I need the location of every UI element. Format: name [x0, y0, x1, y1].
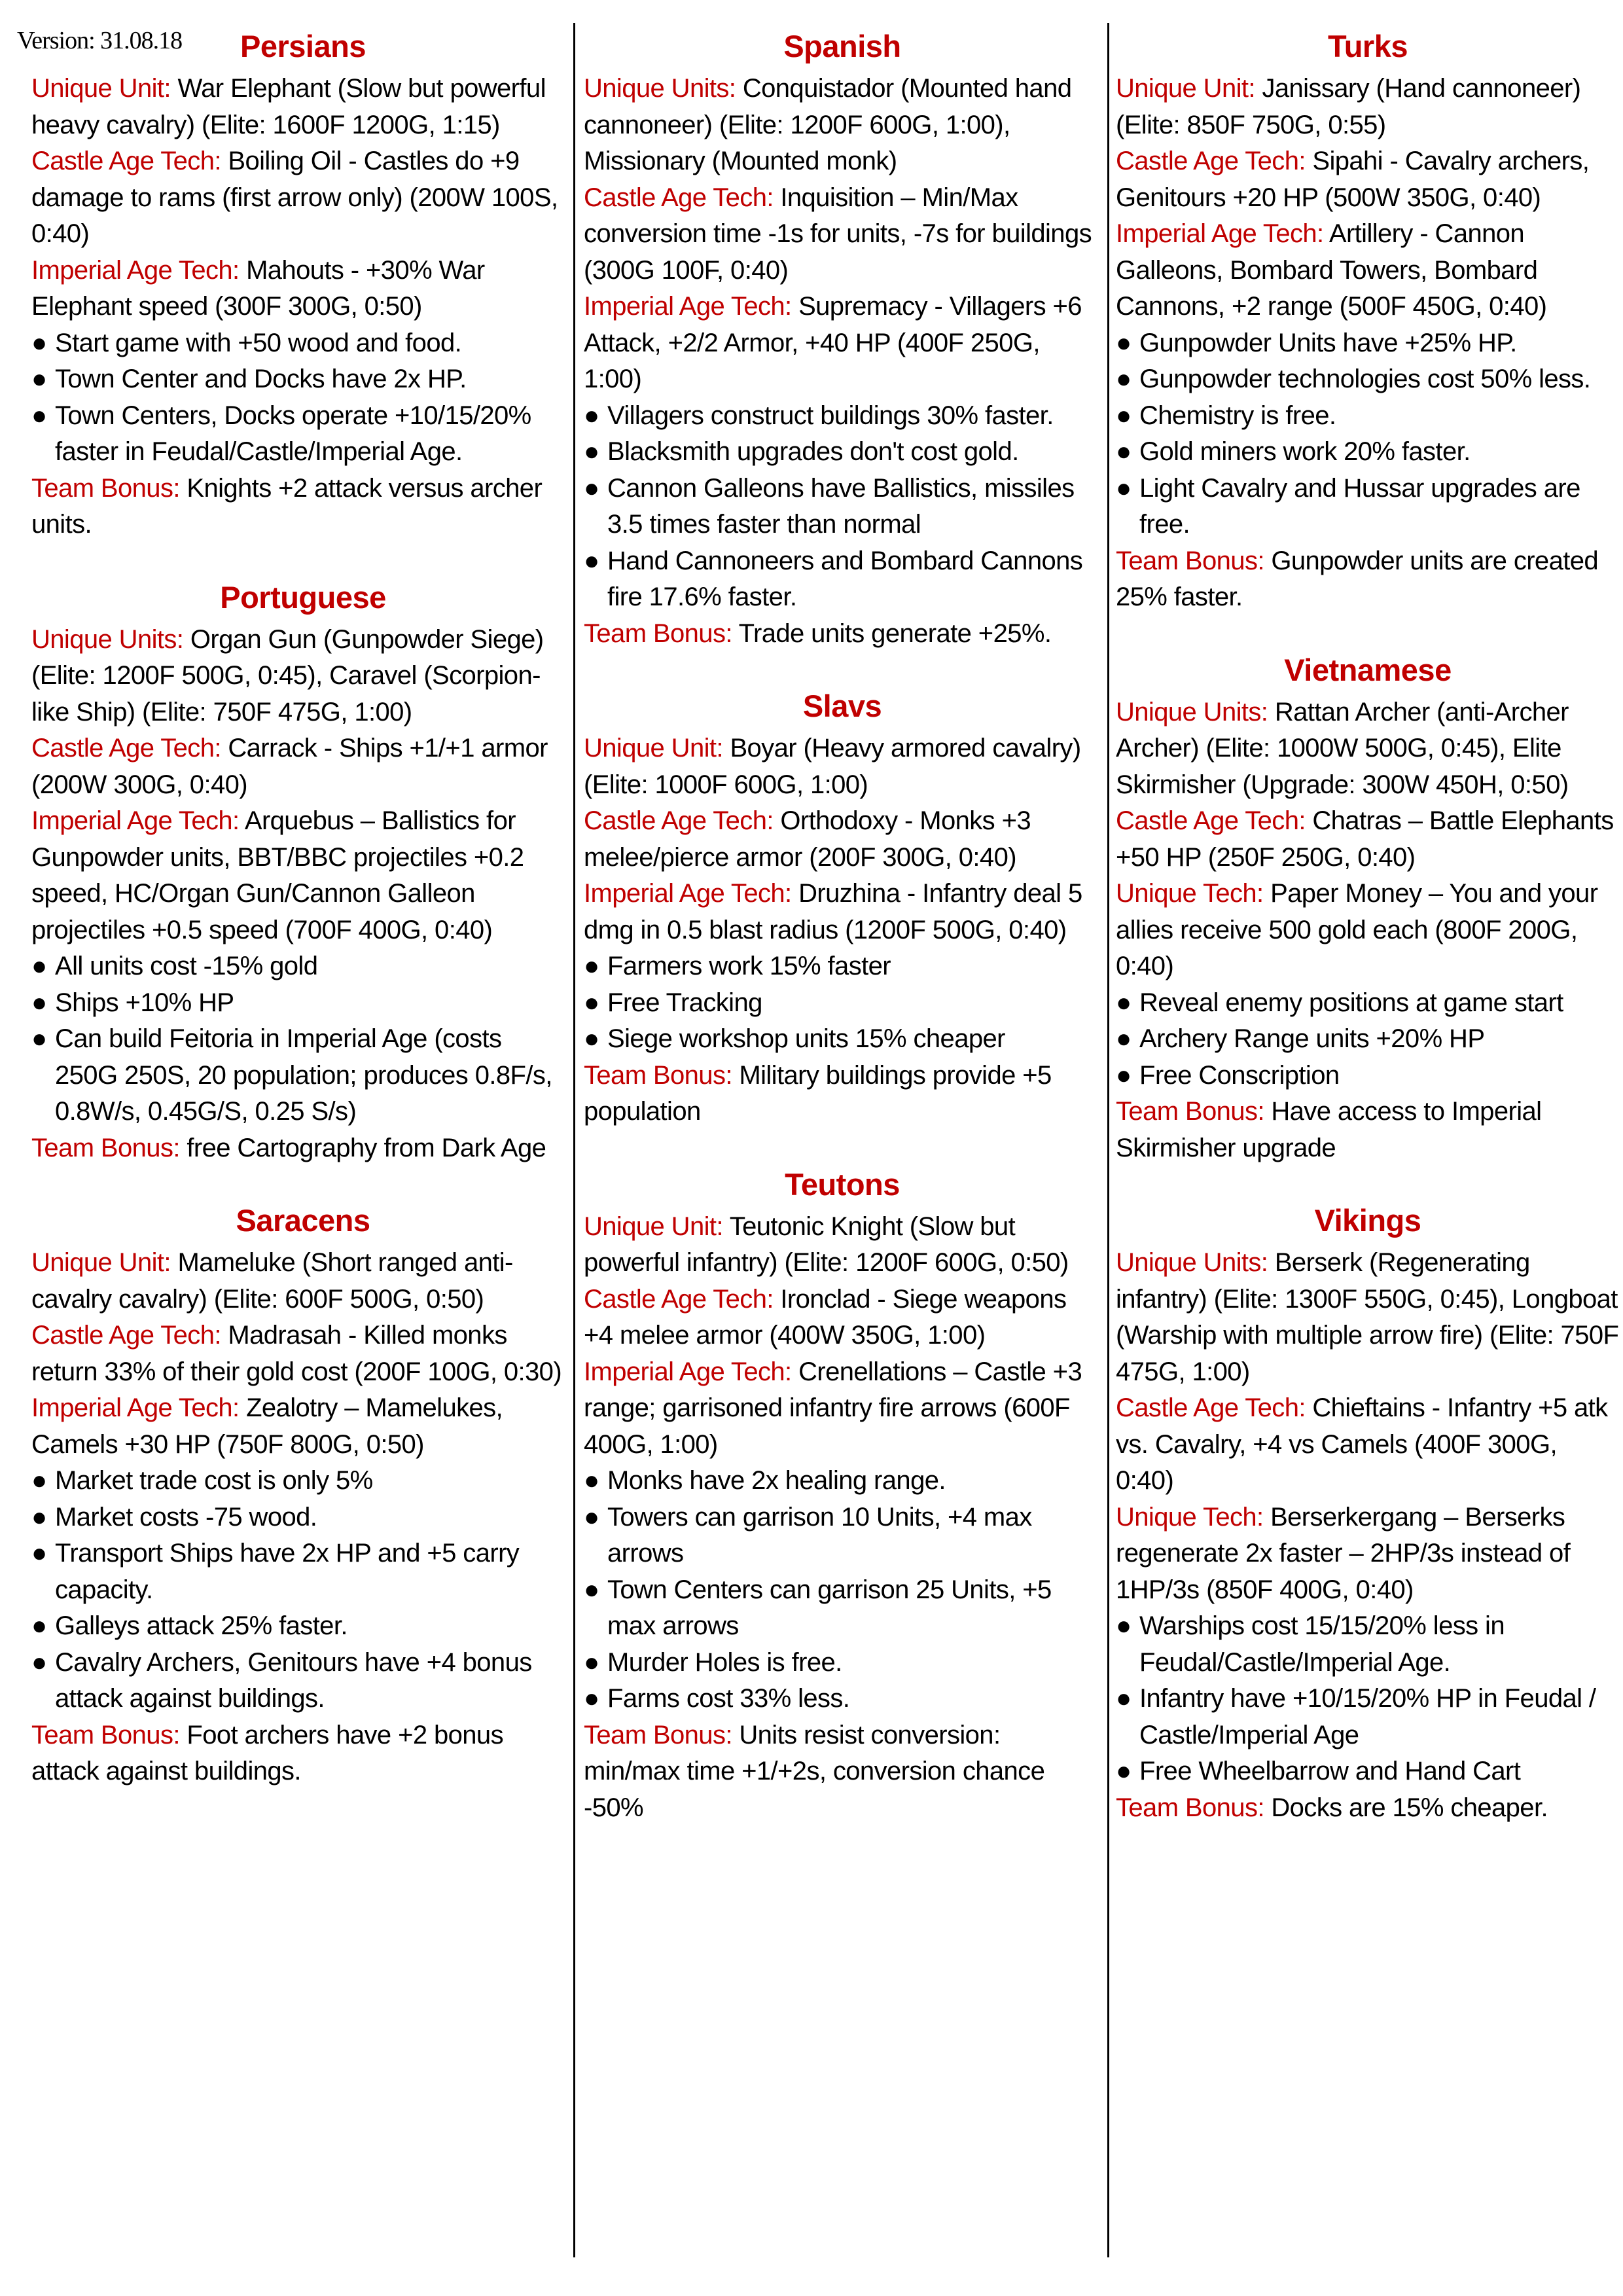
bullet-icon: ● — [31, 1611, 47, 1640]
column-divider — [573, 23, 575, 2257]
bonus-bullet — [584, 434, 1101, 471]
field-label: Team Bonus: — [1116, 546, 1264, 575]
column-middle — [584, 20, 1101, 1860]
civ-field — [31, 1717, 568, 1790]
field-label: Imperial Age Tech: — [1116, 219, 1324, 248]
bonus-bullet — [584, 1463, 1101, 1499]
bullet-icon: ● — [584, 1647, 599, 1677]
column-divider — [1107, 23, 1109, 2257]
field-text: War Elephant (Slow but powerful heavy cavalry) (Elite: 1600F 1200G, 1:15) — [31, 74, 546, 139]
field-label: Unique Tech: — [1116, 879, 1264, 908]
bullet-icon: ● — [31, 328, 47, 357]
field-text: Druzhina - Infantry deal 5 dmg in 0.5 blast radius (1200F 500G, 0:40) — [584, 879, 1082, 944]
field-label: Unique Unit: — [1116, 74, 1255, 103]
bullet-icon: ● — [584, 473, 599, 503]
field-text: Berserkergang – Berserks regenerate 2x faster – 2HP/3s instead of 1HP/3s (850F 400G, 0:40) — [1116, 1502, 1571, 1604]
civ-field — [584, 1354, 1101, 1463]
field-label: Unique Unit: — [31, 74, 171, 103]
bullet-icon: ● — [584, 1575, 599, 1604]
bullet-text: Warships cost 15/15/20% less in Feudal/Castle/Imperial Age. — [1139, 1611, 1505, 1677]
field-text: Boyar (Heavy armored cavalry) (Elite: 1000F 600G, 1:00) — [584, 734, 1081, 799]
field-label: Team Bonus: — [584, 619, 732, 648]
field-label: Castle Age Tech: — [1116, 806, 1306, 835]
field-text: Units resist conversion: min/max time +1/+2s, conversion chance -50% — [584, 1720, 1045, 1822]
bonus-bullet — [584, 1499, 1101, 1572]
field-text: Knights +2 attack versus archer units. — [31, 473, 543, 539]
field-label: Castle Age Tech: — [1116, 147, 1306, 175]
field-text: Chatras – Battle Elephants +50 HP (250F 250G, 0:40) — [1116, 806, 1614, 872]
bullet-icon: ● — [1116, 1611, 1132, 1640]
civ-field — [1116, 1390, 1620, 1499]
bullet-text: Hand Cannoneers and Bombard Cannons fire 17.6% faster. — [607, 546, 1083, 611]
bullet-icon: ● — [584, 401, 599, 430]
field-text: Orthodoxy - Monks +3 melee/pierce armor (200F 300G, 0:40) — [584, 806, 1031, 872]
field-text: Berserk (Regenerating infantry) (Elite: 1300F 550G, 0:45), Longboat (Warship with multiple arrow fire) (Elite: 750F 475G, 1:00) — [1116, 1248, 1619, 1386]
bullet-icon: ● — [31, 1502, 47, 1532]
bullet-text: Galleys attack 25% faster. — [55, 1611, 348, 1640]
bonus-bullet — [584, 948, 1101, 985]
civ-field — [1116, 1245, 1620, 1390]
bonus-bullet — [1116, 471, 1620, 543]
bonus-bullet — [31, 398, 568, 471]
bullet-icon: ● — [1116, 401, 1132, 430]
civ-section-spanish — [584, 26, 1101, 652]
field-label: Castle Age Tech: — [31, 1321, 221, 1350]
bullet-text: Free Tracking — [607, 988, 762, 1017]
field-text: Inquisition – Min/Max conversion time -1s for units, -7s for buildings (300G 100F, 0:40) — [584, 183, 1092, 285]
civ-field — [584, 180, 1101, 289]
civ-field — [31, 1390, 568, 1463]
civ-field — [1116, 543, 1620, 616]
bullet-text: Siege workshop units 15% cheaper — [607, 1024, 1005, 1053]
bullet-icon: ● — [31, 988, 47, 1017]
field-label: Imperial Age Tech: — [31, 1393, 240, 1422]
field-label: Imperial Age Tech: — [584, 879, 792, 908]
bullet-icon: ● — [584, 1502, 599, 1532]
bonus-bullet — [1116, 1058, 1620, 1094]
bonus-bullet — [1116, 398, 1620, 435]
field-text: Ironclad - Siege weapons +4 melee armor (400W 350G, 1:00) — [584, 1284, 1067, 1350]
field-text: Crenellations – Castle +3 range; garrisoned infantry fire arrows (600F 400G, 1:00) — [584, 1357, 1082, 1459]
bonus-bullet — [584, 1021, 1101, 1058]
bullet-icon: ● — [1116, 1684, 1132, 1713]
bullet-text: Monks have 2x healing range. — [607, 1466, 946, 1495]
field-label: Unique Unit: — [584, 1211, 723, 1241]
field-text: Trade units generate +25%. — [738, 619, 1052, 648]
bonus-bullet — [31, 325, 568, 362]
field-text: Teutonic Knight (Slow but powerful infantry) (Elite: 1200F 600G, 0:50) — [584, 1211, 1069, 1277]
bullet-icon: ● — [1116, 1060, 1132, 1090]
bullet-icon: ● — [1116, 437, 1132, 466]
civ-field — [584, 1282, 1101, 1354]
civ-title: Saracens — [236, 1203, 370, 1238]
civ-field — [31, 1318, 568, 1390]
bonus-bullet — [31, 361, 568, 398]
field-text: Have access to Imperial Skirmisher upgrade — [1116, 1097, 1542, 1162]
version-label: Version: 31.08.18 — [17, 27, 183, 54]
bullet-text: Blacksmith upgrades don't cost gold. — [607, 437, 1019, 466]
civ-field — [1116, 71, 1620, 143]
field-text: Janissary (Hand cannoneer) (Elite: 850F 750G, 0:55) — [1116, 74, 1581, 139]
civ-field — [1116, 1094, 1620, 1166]
bullet-icon: ● — [1116, 473, 1132, 503]
bullet-icon: ● — [31, 365, 47, 393]
bullet-text: Town Centers, Docks operate +10/15/20% faster in Feudal/Castle/Imperial Age. — [55, 401, 531, 466]
civ-section-vikings — [1116, 1200, 1620, 1826]
civ-section-persians — [31, 26, 568, 543]
civ-section-saracens — [31, 1200, 568, 1790]
bullet-icon: ● — [584, 1024, 599, 1053]
field-text: Foot archers have +2 bonus attack against buildings. — [31, 1720, 503, 1785]
civ-field — [1116, 143, 1620, 216]
civ-field — [584, 1209, 1101, 1282]
civ-field — [31, 730, 568, 803]
field-text: Carrack - Ships +1/+1 armor (200W 300G, 0:40) — [31, 734, 548, 799]
civ-title: Persians — [240, 29, 366, 63]
field-text: Chieftains - Infantry +5 atk vs. Cavalry, +4 vs Camels (400F 300G, 0:40) — [1116, 1393, 1608, 1495]
bonus-bullet — [31, 1645, 568, 1717]
field-text: Zealotry – Mamelukes, Camels +30 HP (750F 800G, 0:50) — [31, 1393, 503, 1459]
bullet-text: Ships +10% HP — [55, 988, 234, 1017]
field-label: Team Bonus: — [31, 473, 180, 503]
field-text: Organ Gun (Gunpowder Siege) (Elite: 1200F 500G, 0:45), Caravel (Scorpion-like Ship) (Elite: 750F 475G, 1:00) — [31, 624, 544, 726]
field-label: Unique Units: — [1116, 697, 1268, 726]
bullet-text: Infantry have +10/15/20% HP in Feudal / Castle/Imperial Age — [1139, 1684, 1596, 1749]
bullet-text: Market costs -75 wood. — [55, 1502, 317, 1532]
bullet-icon: ● — [31, 401, 47, 430]
field-label: Imperial Age Tech: — [31, 806, 240, 835]
bullet-text: Town Center and Docks have 2x HP. — [55, 365, 467, 393]
field-label: Castle Age Tech: — [584, 806, 774, 835]
bullet-text: Free Wheelbarrow and Hand Cart — [1139, 1757, 1521, 1785]
civ-field — [584, 1717, 1101, 1827]
field-label: Castle Age Tech: — [1116, 1393, 1306, 1422]
bullet-icon: ● — [584, 1684, 599, 1713]
bullet-icon: ● — [31, 1539, 47, 1568]
field-label: Unique Units: — [31, 624, 184, 654]
civ-field — [31, 143, 568, 253]
bullet-text: Cannon Galleons have Ballistics, missiles 3.5 times faster than normal — [607, 473, 1075, 539]
civ-section-vietnamese — [1116, 650, 1620, 1167]
bonus-bullet — [1116, 361, 1620, 398]
bullet-text: Gold miners work 20% faster. — [1139, 437, 1471, 466]
field-label: Castle Age Tech: — [31, 147, 221, 175]
bonus-bullet — [1116, 434, 1620, 471]
bonus-bullet — [584, 985, 1101, 1022]
civ-section-portuguese — [31, 577, 568, 1167]
bullet-text: Transport Ships have 2x HP and +5 carry capacity. — [55, 1539, 520, 1604]
bullet-text: Free Conscription — [1139, 1060, 1340, 1090]
field-label: Unique Units: — [584, 74, 736, 103]
bullet-icon: ● — [1116, 328, 1132, 357]
civ-field — [31, 803, 568, 948]
bullet-text: Can build Feitoria in Imperial Age (costs 250G 250S, 20 population; produces 0.8F/s, 0.8W/s, 0.45G/S, 0.25 S/s) — [55, 1024, 552, 1126]
civ-field — [1116, 216, 1620, 325]
field-text: Mahouts - +30% War Elephant speed (300F 300G, 0:50) — [31, 255, 485, 321]
bonus-bullet — [31, 1535, 568, 1608]
field-text: Mameluke (Short ranged anti-cavalry cavalry) (Elite: 600F 500G, 0:50) — [31, 1248, 513, 1314]
bullet-icon: ● — [1116, 365, 1132, 393]
bonus-bullet — [31, 985, 568, 1022]
field-text: Military buildings provide +5 population — [584, 1060, 1052, 1126]
field-text: Supremacy - Villagers +6 Attack, +2/2 Armor, +40 HP (400F 250G, 1:00) — [584, 292, 1082, 393]
bullet-text: Chemistry is free. — [1139, 401, 1336, 430]
field-label: Unique Unit: — [31, 1248, 171, 1277]
field-label: Team Bonus: — [31, 1133, 180, 1162]
field-text: Artillery - Cannon Galleons, Bombard Towers, Bombard Cannons, +2 range (500F 450G, 0:40) — [1116, 219, 1547, 321]
bullet-text: Villagers construct buildings 30% faster. — [607, 401, 1054, 430]
bonus-bullet — [1116, 1608, 1620, 1681]
field-label: Castle Age Tech: — [584, 1284, 774, 1314]
civ-field — [1116, 1790, 1620, 1827]
bonus-bullet — [1116, 985, 1620, 1022]
civ-field — [584, 616, 1101, 653]
civ-title: Spanish — [783, 29, 901, 63]
civ-title: Vietnamese — [1284, 652, 1452, 687]
field-label: Team Bonus: — [1116, 1097, 1264, 1126]
civ-section-slavs — [584, 686, 1101, 1130]
bullet-icon: ● — [31, 1024, 47, 1053]
civ-field — [31, 71, 568, 143]
field-label: Imperial Age Tech: — [584, 292, 792, 321]
civ-title: Vikings — [1314, 1203, 1421, 1238]
bullet-icon: ● — [584, 437, 599, 466]
bullet-text: Murder Holes is free. — [607, 1647, 842, 1677]
field-label: Team Bonus: — [31, 1720, 180, 1749]
bullet-icon: ● — [584, 546, 599, 575]
bonus-bullet — [584, 398, 1101, 435]
field-label: Imperial Age Tech: — [31, 255, 240, 285]
field-text: Sipahi - Cavalry archers, Genitours +20 HP (500W 350G, 0:40) — [1116, 147, 1590, 212]
bullet-icon: ● — [1116, 1757, 1132, 1785]
field-text: Conquistador (Mounted hand cannoneer) (Elite: 1200F 600G, 1:00), Missionary (Mounted monk) — [584, 74, 1072, 175]
bullet-text: Gunpowder technologies cost 50% less. — [1139, 365, 1591, 393]
field-label: Team Bonus: — [584, 1060, 732, 1090]
field-label: Unique Unit: — [584, 734, 723, 762]
civ-section-turks — [1116, 26, 1620, 616]
bonus-bullet — [31, 1608, 568, 1645]
field-text: Arquebus – Ballistics for Gunpowder units, BBT/BBC projectiles +0.2 speed, HC/Organ Gun/Cannon Galleon projectiles +0.5 speed (700F 400G, 0:40) — [31, 806, 524, 944]
bullet-text: Gunpowder Units have +25% HP. — [1139, 328, 1517, 357]
civ-field — [31, 253, 568, 325]
bullet-text: All units cost -15% gold — [55, 952, 318, 980]
bonus-bullet — [584, 543, 1101, 616]
field-label: Team Bonus: — [584, 1720, 732, 1749]
civ-title: Teutons — [785, 1166, 900, 1202]
bullet-icon: ● — [1116, 988, 1132, 1017]
bonus-bullet — [584, 1572, 1101, 1645]
bullet-text: Town Centers can garrison 25 Units, +5 max arrows — [607, 1575, 1052, 1640]
bullet-text: Light Cavalry and Hussar upgrades are free. — [1139, 473, 1580, 539]
civ-field — [584, 730, 1101, 803]
civ-field — [1116, 803, 1620, 876]
bullet-icon: ● — [31, 1647, 47, 1677]
civ-field — [31, 622, 568, 731]
field-text: Rattan Archer (anti-Archer Archer) (Elite: 1000W 500G, 0:45), Elite Skirmisher (Upgrade: 300W 450H, 0:50) — [1116, 697, 1569, 799]
bonus-bullet — [1116, 325, 1620, 362]
bullet-icon: ● — [1116, 1024, 1132, 1053]
field-text: Madrasah - Killed monks return 33% of their gold cost (200F 100G, 0:30) — [31, 1321, 562, 1386]
civ-field — [31, 1130, 568, 1167]
bullet-text: Cavalry Archers, Genitours have +4 bonus attack against buildings. — [55, 1647, 532, 1713]
civ-title: Portuguese — [220, 579, 386, 615]
civ-field — [1116, 876, 1620, 985]
bullet-text: Farmers work 15% faster — [607, 952, 891, 980]
field-label: Unique Tech: — [1116, 1502, 1264, 1532]
bullet-icon: ● — [584, 988, 599, 1017]
bonus-bullet — [1116, 1681, 1620, 1753]
bullet-icon: ● — [584, 1466, 599, 1495]
column-left — [31, 20, 568, 1824]
field-text: Paper Money – You and your allies receive 500 gold each (800F 200G, 0:40) — [1116, 879, 1598, 980]
bullet-text: Archery Range units +20% HP — [1139, 1024, 1485, 1053]
field-text: Docks are 15% cheaper. — [1271, 1793, 1548, 1822]
field-label: Team Bonus: — [1116, 1793, 1264, 1822]
civ-field — [584, 289, 1101, 398]
bullet-text: Market trade cost is only 5% — [55, 1466, 373, 1495]
field-label: Castle Age Tech: — [31, 734, 221, 762]
civ-field — [31, 471, 568, 543]
bullet-text: Farms cost 33% less. — [607, 1684, 850, 1713]
bonus-bullet — [584, 1681, 1101, 1717]
column-right — [1116, 20, 1620, 1860]
bullet-text: Towers can garrison 10 Units, +4 max arrows — [607, 1502, 1032, 1568]
field-text: Gunpowder units are created 25% faster. — [1116, 546, 1599, 611]
bullet-icon: ● — [31, 1466, 47, 1495]
bullet-text: Start game with +50 wood and food. — [55, 328, 462, 357]
civ-field — [1116, 1499, 1620, 1609]
civ-title: Turks — [1328, 29, 1408, 63]
civ-field — [584, 71, 1101, 180]
field-text: Boiling Oil - Castles do +9 damage to rams (first arrow only) (200W 100S, 0:40) — [31, 147, 558, 248]
bullet-text: Reveal enemy positions at game start — [1139, 988, 1563, 1017]
field-label: Castle Age Tech: — [584, 183, 774, 212]
bullet-icon: ● — [31, 952, 47, 980]
bonus-bullet — [1116, 1753, 1620, 1790]
civ-field — [584, 1058, 1101, 1130]
bonus-bullet — [31, 948, 568, 985]
field-label: Imperial Age Tech: — [584, 1357, 792, 1386]
civ-field — [584, 803, 1101, 876]
bullet-icon: ● — [584, 952, 599, 980]
field-text: free Cartography from Dark Age — [187, 1133, 546, 1162]
field-label: Unique Units: — [1116, 1248, 1268, 1277]
civ-field — [31, 1245, 568, 1318]
civ-field — [584, 876, 1101, 948]
civ-title: Slavs — [802, 689, 882, 723]
bonus-bullet — [31, 1499, 568, 1536]
bonus-bullet — [31, 1463, 568, 1499]
bonus-bullet — [1116, 1021, 1620, 1058]
bonus-bullet — [31, 1021, 568, 1130]
bonus-bullet — [584, 471, 1101, 543]
civ-section-teutons — [584, 1164, 1101, 1827]
bonus-bullet — [584, 1645, 1101, 1681]
civ-field — [1116, 694, 1620, 804]
